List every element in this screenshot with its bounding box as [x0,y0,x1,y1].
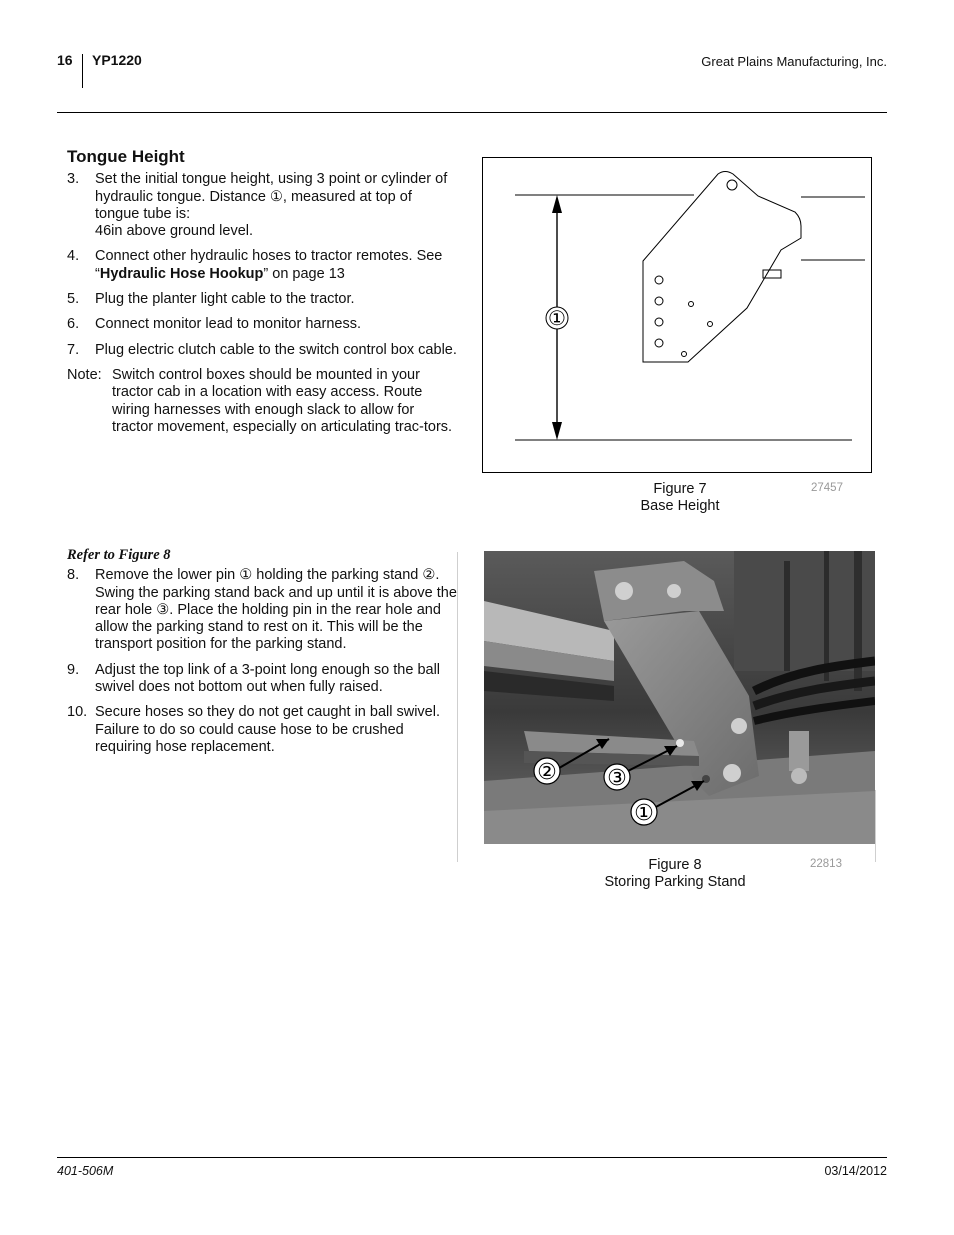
company-name: Great Plains Manufacturing, Inc. [701,54,887,69]
figure-8-callout-1: ① [634,801,654,826]
footer-rule [57,1157,887,1158]
cross-reference-link[interactable]: Hydraulic Hose Hookup [99,265,264,282]
section-title: Tongue Height [67,147,185,166]
header-divider [82,54,83,88]
figure-7-caption: Figure 7 Base Height [640,481,720,514]
step-8: 8. Remove the lower pin ① holding the parking stand ②. Swing the parking stand back and up until it is above the rear hole ③. Place the holding pin in the rear hole and allow the parking stand to rest on it. This will be the transport position for the parking stand. [67,567,457,653]
model-name: YP1220 [92,52,142,68]
note: Note: Switch control boxes should be mounted in your tractor cab in a location with easy access. Route wiring harnesses with enough slack to allow for tractor movement, especially on articulating trac-tors. [67,366,453,435]
document-number: 401-506M [57,1164,114,1178]
figure-7-callout: ① [548,306,566,330]
column-divider-right [875,790,876,862]
step-6: 6. Connect monitor lead to monitor harness. [67,316,361,333]
figure-8-id: 22813 [810,858,842,870]
figure-8-callout-2: ② [537,760,557,785]
figure-7-id: 27457 [811,482,843,494]
figure-8-photo [484,551,875,844]
step-5: 5. Plug the planter light cable to the tractor. [67,291,355,308]
step-4: 4. Connect other hydraulic hoses to tractor remotes. See “Hydraulic Hose Hookup” on page 13 [67,248,443,282]
figure-7-diagram [482,157,872,473]
base-height-drawing [483,158,871,472]
figure-8-caption: Figure 8 Storing Parking Stand [604,857,746,890]
column-divider [457,552,458,862]
tongue-height-section [67,148,457,436]
parking-stand-photo [484,551,875,844]
step-3: 3. Set the initial tongue height, using 3 point or cylinder of hydraulic tongue. Distance ①, measured at top of tongue tube is: 46in above ground level. [67,171,448,240]
step-9: 9. Adjust the top link of a 3-point long enough so the ball swivel does not bottom out when fully raised. [67,661,441,696]
figure-reference: Refer to Figure 8 [67,547,171,563]
page-number: 16 [57,52,73,68]
parking-stand-section [67,547,457,764]
step-10: 10. Secure hoses so they do not get caught in ball swivel. Failure to do so could cause hose to be crushed requiring hose replacement. [67,704,440,755]
revision-date: 03/14/2012 [824,1164,887,1178]
header-rule [57,112,887,113]
figure-8-callout-3: ③ [607,766,627,791]
step-7: 7. Plug electric clutch cable to the switch control box cable. [67,341,457,358]
